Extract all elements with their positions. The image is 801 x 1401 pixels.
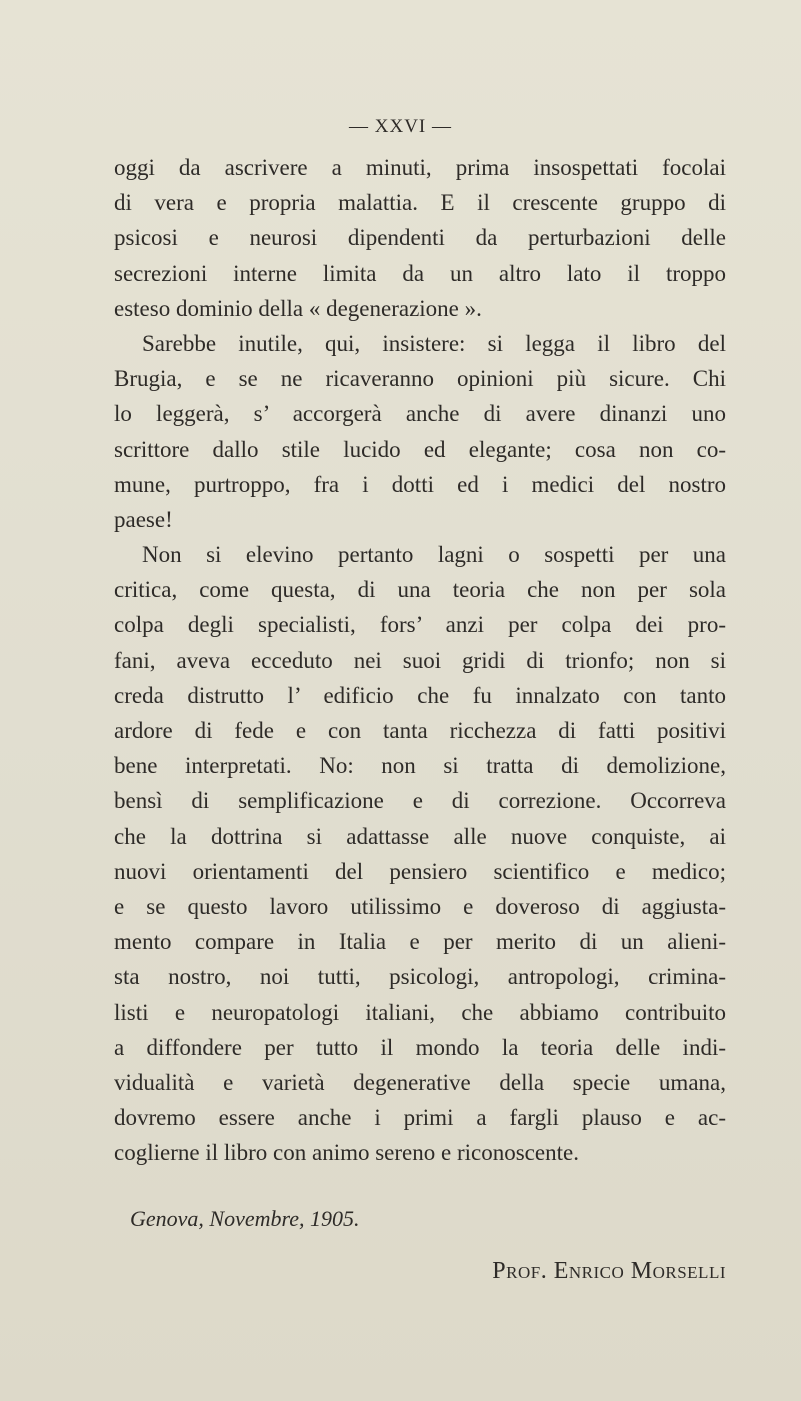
text-line: mento compare in Italia e per merito di un alieni- xyxy=(114,929,726,955)
text-line: Sarebbe inutile, qui, insistere: si legga il libro del xyxy=(142,330,726,356)
text-line: a diffondere per tutto il mondo la teoria delle indi- xyxy=(114,1034,726,1060)
text-line: vidualità e varietà degenerative della specie umana, xyxy=(114,1069,726,1095)
text-line: che la dottrina si adattasse alle nuove conquiste, ai xyxy=(114,823,726,849)
text-line: oggi da ascrivere a minuti, prima insospettati focolai xyxy=(114,155,726,180)
text-line: paese! xyxy=(114,506,173,532)
text-line: nuovi orientamenti del pensiero scientifico e medico; xyxy=(114,858,726,884)
page-header-numeral: — XXVI — xyxy=(349,116,452,137)
text-line: secrezioni interne limita da un altro lato il troppo xyxy=(114,260,726,286)
text-line: mune, purtroppo, fra i dotti ed i medici del nostro xyxy=(114,471,726,497)
text-line: bene interpretati. No: non si tratta di demolizione, xyxy=(114,753,726,779)
text-line: Brugia, e se ne ricaveranno opinioni più sicure. Chi xyxy=(114,366,726,392)
text-line: creda distrutto l’ edificio che fu innalzato con tanto xyxy=(114,682,726,708)
text-line: dovremo essere anche i primi a fargli plauso e ac- xyxy=(114,1105,726,1131)
text-line: lo leggerà, s’ accorgerà anche di avere dinanzi uno xyxy=(114,401,726,427)
text-line: bensì di semplificazione e di correzione. Occorreva xyxy=(114,788,726,814)
text-line: esteso dominio della « degenerazione ». xyxy=(114,295,482,321)
body-text xyxy=(114,150,726,1170)
text-line: Non si elevino pertanto lagni o sospetti per una xyxy=(142,542,726,568)
text-line: fani, aveva ecceduto nei suoi gridi di trionfo; non si xyxy=(114,647,726,673)
text-line: psicosi e neurosi dipendenti da perturbazioni delle xyxy=(114,225,726,251)
text-line: coglierne il libro con animo sereno e riconoscente. xyxy=(114,1140,579,1166)
text-line: listi e neuropatologi italiani, che abbiamo contribuito xyxy=(114,999,726,1025)
signature: Prof. Enrico Morselli xyxy=(492,1258,726,1284)
text-line: e se questo lavoro utilissimo e doveroso di aggiusta- xyxy=(114,893,726,919)
dateline: Genova, Novembre, 1905. xyxy=(130,1206,360,1231)
text-line: ardore di fede e con tanta ricchezza di fatti positivi xyxy=(114,718,726,743)
text-line: scrittore dallo stile lucido ed elegante; cosa non co- xyxy=(114,436,726,462)
text-line: colpa degli specialisti, fors’ anzi per colpa dei pro- xyxy=(114,612,726,638)
text-line: di vera e propria malattia. E il crescente gruppo di xyxy=(114,190,726,216)
text-line: critica, come questa, di una teoria che non per sola xyxy=(114,577,726,603)
text-line: sta nostro, noi tutti, psicologi, antropologi, crimina- xyxy=(114,964,726,990)
